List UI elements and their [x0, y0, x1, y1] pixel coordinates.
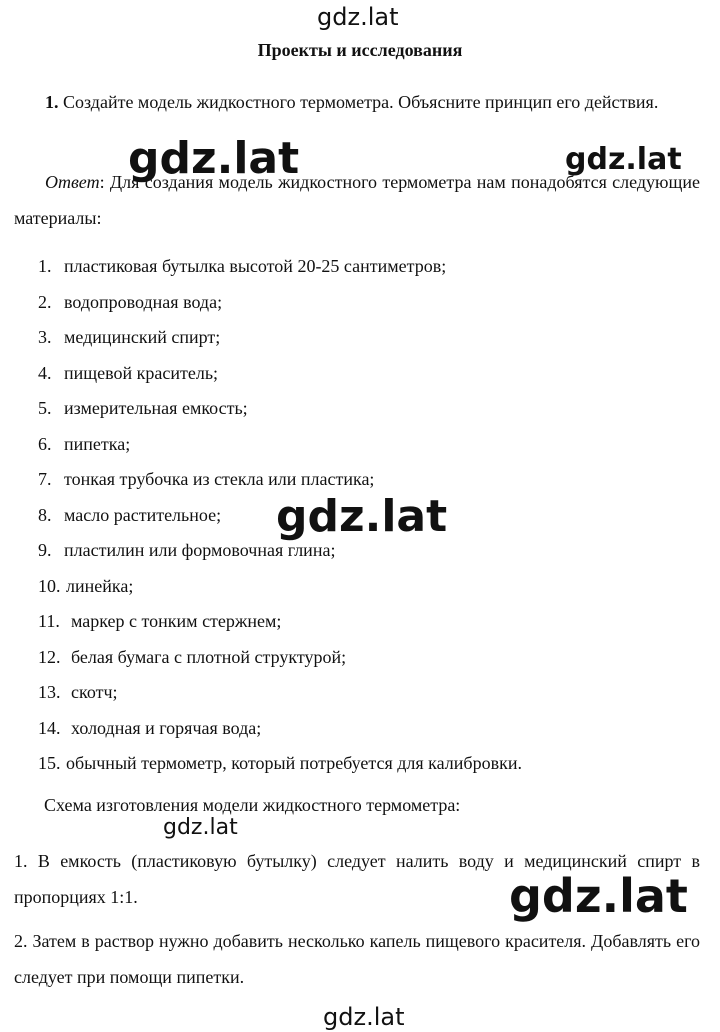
list-item-text: линейка; — [66, 575, 134, 596]
answer-text: : Для создания модель жидкостного термометра нам понадобятся следующие материалы: — [14, 172, 700, 228]
list-item-text: холодная и горячая вода; — [71, 717, 262, 738]
list-item-number: 5. — [38, 398, 52, 418]
list-item-number: 12. — [38, 646, 61, 667]
list-item — [38, 427, 522, 463]
list-item — [38, 604, 522, 640]
list-item-text: белая бумага с плотной структурой; — [71, 646, 347, 667]
list-item — [38, 675, 522, 711]
watermark-top: gdz.lat — [317, 3, 399, 31]
watermark: gdz.lat — [276, 491, 448, 542]
watermark: gdz.lat — [128, 133, 300, 184]
answer-label: Ответ — [45, 172, 100, 192]
list-item — [38, 249, 522, 285]
list-item-text: скотч; — [71, 682, 118, 702]
list-item-number: 7. — [38, 469, 52, 489]
step-paragraph: 1. В емкость (пластиковую бутылку) следует налить воду и медицинский спирт в пропорциях 1:1. — [14, 851, 700, 907]
list-item-number: 2. — [38, 291, 52, 312]
list-item-number: 6. — [38, 433, 52, 454]
task-paragraph — [14, 84, 700, 120]
watermark: gdz.lat — [565, 142, 682, 177]
list-item-text: пищевой краситель; — [64, 362, 219, 383]
list-item — [38, 711, 522, 747]
list-item-number: 9. — [38, 540, 52, 560]
list-item-number: 10. — [38, 575, 61, 596]
list-item-number: 14. — [38, 717, 61, 738]
list-item-text: измерительная емкость; — [64, 398, 248, 418]
scheme-heading: Схема изготовления модели жидкостного термометра: — [44, 795, 461, 815]
list-item-text: тонкая трубочка из стекла или пластика; — [64, 469, 375, 489]
watermark: gdz.lat — [163, 815, 238, 840]
list-item — [38, 356, 522, 392]
list-item-text: пластиковая бутылка высотой 20-25 сантиметров; — [64, 256, 447, 276]
list-item-text: водопроводная вода; — [64, 291, 223, 312]
list-item-text: маркер с тонким стержнем; — [71, 611, 282, 631]
page-title: Проекты и исследования — [257, 40, 463, 60]
list-item — [38, 640, 522, 676]
list-item-text: масло растительное; — [64, 504, 222, 525]
list-item — [38, 285, 522, 321]
list-item-number: 4. — [38, 362, 52, 383]
list-item — [38, 320, 522, 356]
list-item-number: 8. — [38, 504, 52, 525]
list-item — [38, 569, 522, 605]
list-item — [38, 391, 522, 427]
list-item-text: медицинский спирт; — [64, 327, 221, 347]
task-text: Создайте модель жидкостного термометра. Объясните принцип его действия. — [58, 92, 659, 112]
step-paragraph: 2. Затем в раствор нужно добавить несколько капель пищевого красителя. Добавлять его следует при помощи пипетки. — [14, 931, 700, 987]
list-item-number: 3. — [38, 327, 52, 347]
watermark-bottom: gdz.lat — [323, 1003, 405, 1031]
list-item-number: 1. — [38, 256, 52, 276]
list-item-text: пластилин или формовочная глина; — [64, 540, 336, 560]
list-item — [38, 746, 522, 782]
list-item-text: пипетка; — [64, 433, 131, 454]
list-item-text: обычный термометр, который потребуется для калибровки. — [66, 753, 522, 773]
list-item-number: 13. — [38, 682, 61, 702]
list-item-number: 11. — [38, 611, 60, 631]
list-item-number: 15. — [38, 753, 61, 773]
task-number: 1. — [45, 92, 59, 112]
watermark: gdz.lat — [509, 869, 688, 923]
